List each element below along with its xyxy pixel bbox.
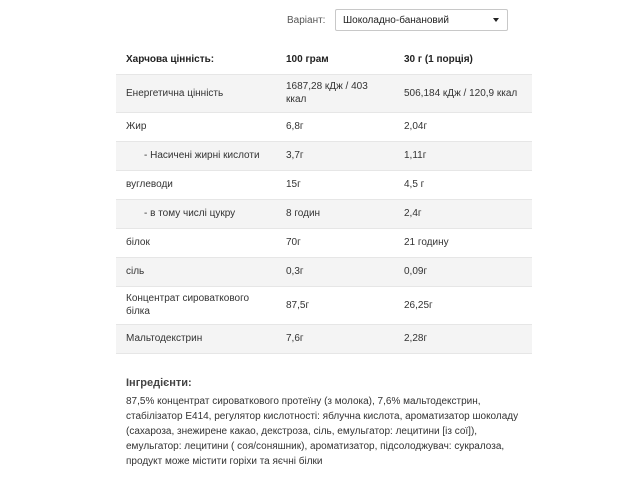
nutrient-name: - в тому числі цукру (116, 199, 276, 228)
value-per-serving: 2,04г (394, 112, 532, 141)
table-row (116, 324, 532, 353)
value-per-100g: 8 годин (276, 199, 394, 228)
nutrient-name: Концентрат сироваткового білка (116, 286, 276, 324)
chevron-down-icon (493, 18, 499, 22)
value-per-100g: 0,3г (276, 257, 394, 286)
value-per-serving: 0,09г (394, 257, 532, 286)
value-per-serving: 21 годину (394, 228, 532, 257)
table-header-row (116, 45, 532, 74)
variant-selector (287, 9, 508, 31)
nutrient-name: вуглеводи (116, 170, 276, 199)
value-per-serving: 26,25г (394, 286, 532, 324)
table-row (116, 228, 532, 257)
value-per-100g: 70г (276, 228, 394, 257)
value-per-100g: 6,8г (276, 112, 394, 141)
table-row (116, 141, 532, 170)
header-per-100g: 100 грам (276, 45, 394, 74)
value-per-100g: 7,6г (276, 324, 394, 353)
ingredients-text: 87,5% концентрат сироваткового протеїну (з молока), 7,6% мальтодекстрин, стабілізатор E414, регулятор кислотності: яблучна кислота, ароматизатор шоколаду (сахароза, знежирене какао, декстроза, сіль, емульгатор: лецитини [із сої]), емульгатор: лецитини ( соя/соняшник), ароматизатор, підсолоджувач: сукралоза, продукт може містити горіхи та яєчні білки (126, 396, 519, 467)
ingredients-title: Інгредієнти: (126, 377, 192, 389)
table-row (116, 74, 532, 112)
value-per-serving: 4,5 г (394, 170, 532, 199)
value-per-100g: 87,5г (276, 286, 394, 324)
nutrient-name: білок (116, 228, 276, 257)
value-per-100g: 1687,28 кДж / 403 ккал (276, 74, 394, 112)
value-per-serving: 2,4г (394, 199, 532, 228)
table-row (116, 257, 532, 286)
variant-label: Варіант: (287, 14, 326, 26)
nutrient-name: Жир (116, 112, 276, 141)
nutrition-table (116, 45, 532, 354)
header-nutrient: Харчова цінність: (116, 45, 276, 74)
nutrient-name: Енергетична цінність (116, 74, 276, 112)
table-row (116, 286, 532, 324)
table-row (116, 112, 532, 141)
table-row (116, 170, 532, 199)
value-per-100g: 15г (276, 170, 394, 199)
value-per-serving: 1,11г (394, 141, 532, 170)
table-row (116, 199, 532, 228)
value-per-serving: 506,184 кДж / 120,9 ккал (394, 74, 532, 112)
value-per-100g: 3,7г (276, 141, 394, 170)
variant-select[interactable] (335, 9, 508, 31)
nutrient-name: сіль (116, 257, 276, 286)
value-per-serving: 2,28г (394, 324, 532, 353)
header-per-serving: 30 г (1 порція) (394, 45, 532, 74)
nutrient-name: - Насичені жирні кислоти (116, 141, 276, 170)
nutrient-name: Мальтодекстрин (116, 324, 276, 353)
variant-selected-value: Шоколадно-банановий (343, 14, 449, 26)
